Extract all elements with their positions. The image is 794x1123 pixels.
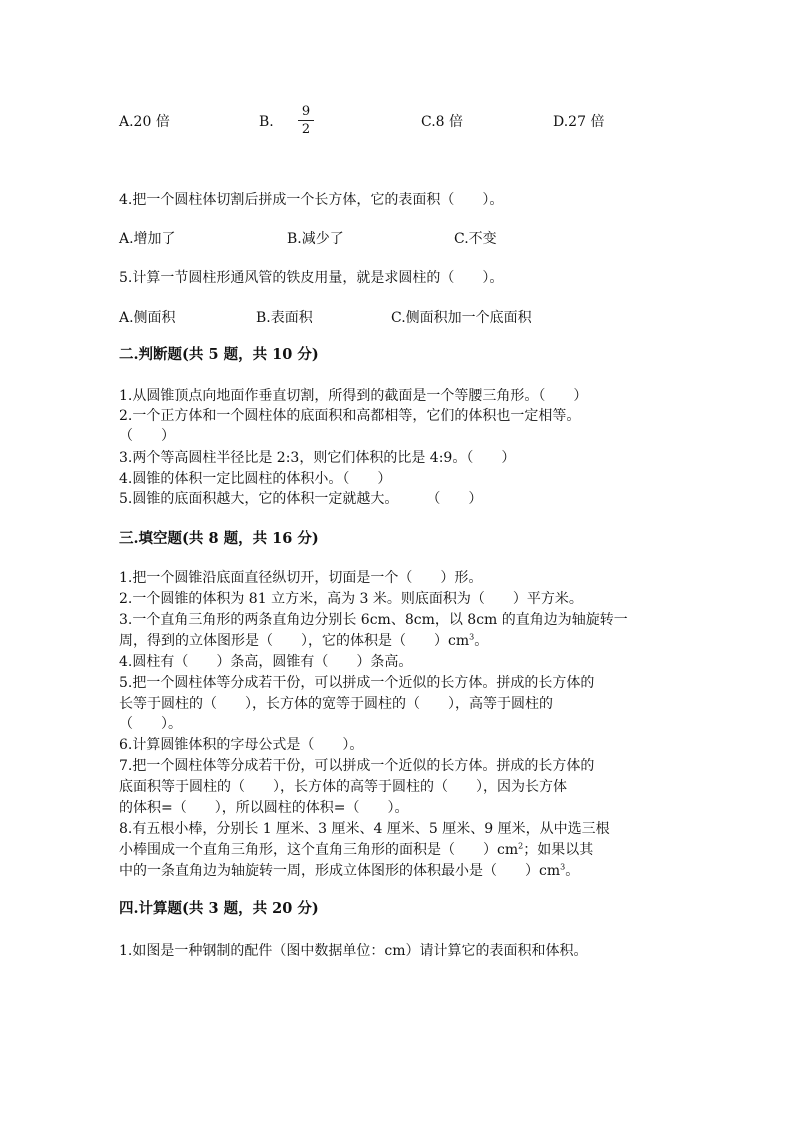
s2-line-3: （ ） <box>119 428 175 444</box>
s3-line-1: 1.把一个圆锥沿底面直径纵切开，切面是一个（ ）形。 <box>119 570 483 586</box>
q4-option-c: C.不变 <box>454 231 497 247</box>
s3-q3-line2-end: 。 <box>474 633 489 649</box>
s3-q8-line2-text: 小棒围成一个直角三角形，这个直角三角形的面积是（ ）cm <box>119 842 519 858</box>
s3-line-8: （ ）。 <box>119 716 182 732</box>
q4-option-a: A.增加了 <box>119 231 176 247</box>
q3-option-d: D.27 倍 <box>553 114 605 130</box>
s3-line-4 <box>119 631 488 651</box>
s3-line-11: 底面积等于圆柱的（ ），长方体的高等于圆柱的（ ），因为长方体 <box>119 779 567 795</box>
section-2-title: 二.判断题(共 5 题，共 10 分) <box>119 346 319 363</box>
s3-q8-line2-end: ；如果以其 <box>523 842 594 858</box>
q5-text: 5.计算一节圆柱形通风管的铁皮用量，就是求圆柱的（ ）。 <box>119 270 504 286</box>
s4-q1-text: 1.如图是一种钢制的配件（图中数据单位：cm）请计算它的表面积和体积。 <box>119 943 588 959</box>
s2-line-6: 5.圆锥的底面积越大，它的体积一定就越大。 （ ） <box>119 491 483 507</box>
s3-line-15 <box>119 861 579 881</box>
q5-option-c: C.侧面积加一个底面积 <box>391 310 532 326</box>
q3-option-a: A.20 倍 <box>119 114 170 130</box>
q4-text: 4.把一个圆柱体切割后拼成一个长方体，它的表面积（ ）。 <box>119 192 504 208</box>
cubic-superscript: 3 <box>560 862 566 872</box>
s3-line-14 <box>119 840 593 860</box>
q5-option-b: B.表面积 <box>256 310 313 326</box>
s3-line-12: 的体积=（ ），所以圆柱的体积=（ ）。 <box>119 800 409 816</box>
s3-line-7: 长等于圆柱的（ ），长方体的宽等于圆柱的（ ），高等于圆柱的 <box>119 696 553 712</box>
s2-line-1: 1.从圆锥顶点向地面作垂直切割，所得到的截面是一个等腰三角形。（ ） <box>119 388 588 404</box>
section-3-title: 三.填空题(共 8 题，共 16 分) <box>119 530 319 547</box>
s2-line-4: 3.两个等高圆柱半径比是 2:3，则它们体积的比是 4:9。（ ） <box>119 450 516 466</box>
s3-q8-line3-text: 中的一条直角边为轴旋转一周，形成立体图形的体积最小是（ ）cm <box>119 863 561 879</box>
s2-line-2: 2.一个正方体和一个圆柱体的底面积和高都相等，它们的体积也一定相等。 <box>119 408 581 424</box>
s3-line-3: 3.一个直角三角形的两条直角边分别长 6cm、8cm，以 8cm 的直角边为轴旋转一 <box>119 612 628 628</box>
s3-line-13: 8.有五根小棒，分别长 1 厘米、3 厘米、4 厘米、5 厘米、9 厘米，从中选三根 <box>119 821 610 837</box>
section-4-title: 四.计算题(共 3 题，共 20 分) <box>119 900 319 917</box>
q3-option-b-fraction <box>296 104 316 137</box>
s3-line-9: 6.计算圆锥体积的字母公式是（ ）。 <box>119 737 364 753</box>
s2-line-5: 4.圆锥的体积一定比圆柱的体积小。（ ） <box>119 471 392 487</box>
square-superscript: 2 <box>518 841 524 851</box>
s3-line-10: 7.把一个圆柱体等分成若干份，可以拼成一个近似的长方体。拼成的长方体的 <box>119 758 595 774</box>
s3-line-6: 5.把一个圆柱体等分成若干份，可以拼成一个近似的长方体。拼成的长方体的 <box>119 675 595 691</box>
q3-option-c: C.8 倍 <box>421 114 464 130</box>
q4-option-b: B.减少了 <box>287 231 344 247</box>
s3-q8-line3-end: 。 <box>565 863 580 879</box>
q5-option-a: A.侧面积 <box>119 310 176 326</box>
s3-q3-line2-text: 周，得到的立体图形是（ ），它的体积是（ ）cm <box>119 633 470 649</box>
fraction-numerator: 9 <box>301 104 311 119</box>
s3-line-5: 4.圆柱有（ ）条高，圆锥有（ ）条高。 <box>119 654 413 670</box>
fraction-bar <box>298 120 314 121</box>
s3-line-2: 2.一个圆锥的体积为 81 立方米，高为 3 米。则底面积为（ ）平方米。 <box>119 591 583 607</box>
q3-option-b-label: B. <box>259 114 274 130</box>
cubic-superscript: 3 <box>469 632 475 642</box>
fraction-denominator: 2 <box>301 122 311 137</box>
